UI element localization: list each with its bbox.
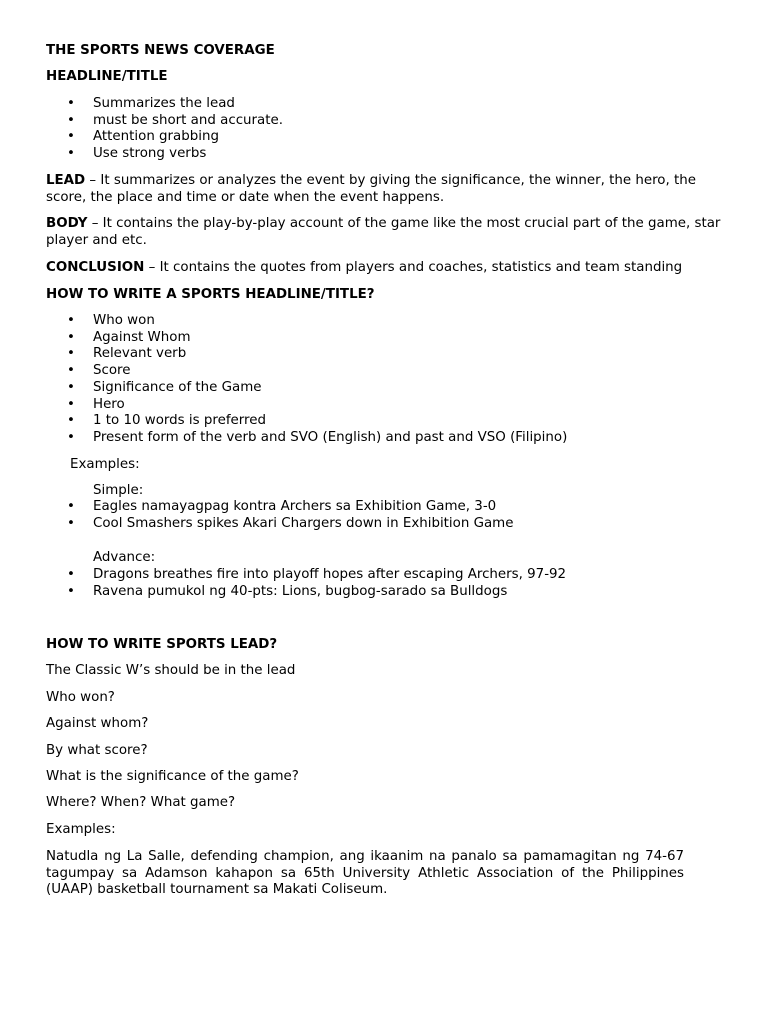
lead-question: Against whom? (46, 716, 149, 731)
conclusion-definition (46, 260, 722, 277)
advance-label: Advance: (93, 550, 156, 565)
lead-intro: The Classic W’s should be in the lead (46, 663, 296, 678)
examples-label: Examples: (70, 457, 140, 472)
simple-examples-list (46, 499, 722, 532)
list-item: • Cool Smashers spikes Akari Chargers down in Exhibition Game (46, 516, 722, 533)
document-title: THE SPORTS NEWS COVERAGE (46, 43, 275, 58)
list-item: • Score (46, 363, 722, 380)
list-item: • Significance of the Game (46, 380, 722, 397)
body-text: – It contains the play-by-play account of the game like the most crucial part of the game, star player and etc. (46, 216, 721, 248)
lead-example-paragraph: Natudla ng La Salle, defending champion, ang ikaanim na panalo sa pamamagitan ng 74-67 tagumpay sa Adamson kahapon sa 65th University Athletic Association of the Philippines (UAAP) basketball tournament sa Makati Coliseum. (46, 849, 684, 898)
list-item: • must be short and accurate. (46, 113, 722, 130)
headline-points-list (46, 96, 722, 163)
headline-heading: HEADLINE/TITLE (46, 69, 168, 84)
body-term: BODY (46, 216, 88, 231)
list-item: • Use strong verbs (46, 146, 722, 163)
lead-examples-label: Examples: (46, 822, 116, 837)
lead-question: By what score? (46, 743, 148, 758)
lead-text: – It summarizes or analyzes the event by giving the significance, the winner, the hero, the score, the place and time or date when the event happens. (46, 173, 696, 205)
list-item: • Dragons breathes fire into playoff hopes after escaping Archers, 97-92 (46, 567, 722, 584)
list-item: • Against Whom (46, 330, 722, 347)
lead-question: Who won? (46, 690, 115, 705)
list-item: • Present form of the verb and SVO (English) and past and VSO (Filipino) (46, 430, 722, 447)
lead-term: LEAD (46, 173, 86, 188)
list-item: • Relevant verb (46, 346, 722, 363)
lead-definition (46, 173, 722, 206)
list-item: • Who won (46, 313, 722, 330)
howto-lead-heading: HOW TO WRITE SPORTS LEAD? (46, 637, 278, 652)
body-definition (46, 216, 722, 249)
advance-examples-list (46, 567, 722, 600)
conclusion-term: CONCLUSION (46, 260, 145, 275)
howto-headline-list (46, 313, 722, 447)
list-item: • Eagles namayagpag kontra Archers sa Exhibition Game, 3-0 (46, 499, 722, 516)
simple-label: Simple: (93, 483, 144, 498)
list-item: • 1 to 10 words is preferred (46, 413, 722, 430)
list-item: • Attention grabbing (46, 129, 722, 146)
list-item: • Summarizes the lead (46, 96, 722, 113)
list-item: • Ravena pumukol ng 40-pts: Lions, bugbog-sarado sa Bulldogs (46, 584, 722, 601)
howto-headline-heading: HOW TO WRITE A SPORTS HEADLINE/TITLE? (46, 287, 375, 302)
list-item: • Hero (46, 397, 722, 414)
conclusion-text: – It contains the quotes from players and coaches, statistics and team standing (144, 260, 683, 275)
lead-question: What is the significance of the game? (46, 769, 299, 784)
lead-question: Where? When? What game? (46, 795, 236, 810)
